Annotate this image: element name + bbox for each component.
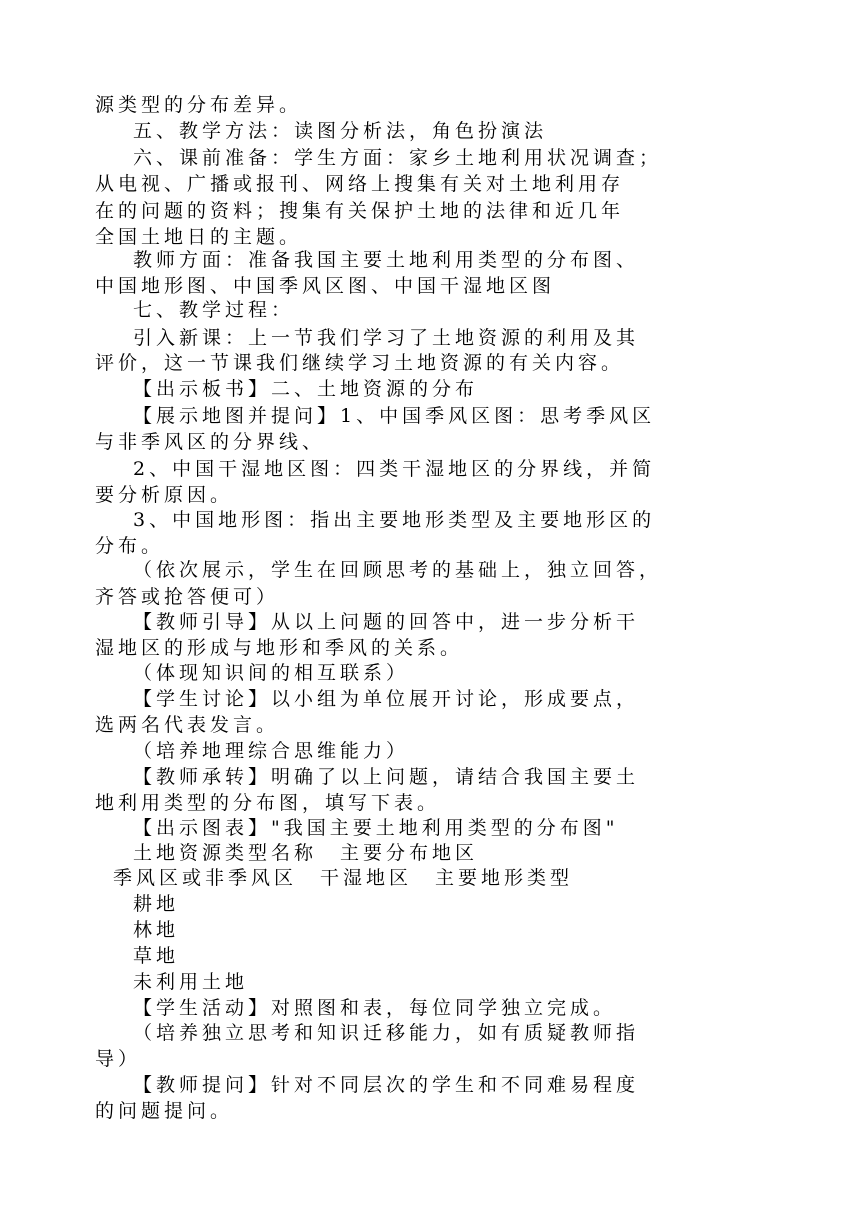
text-line: 未利用土地	[133, 971, 249, 993]
text-line: 2、中国干湿地区图：四类干湿地区的分界线，并简	[133, 458, 656, 480]
text-line: 地利用类型的分布图，填写下表。	[95, 792, 441, 814]
text-line: 七、教学过程：	[133, 299, 295, 321]
text-line: 【学生讨论】以小组为单位展开讨论，形成要点，	[133, 688, 640, 710]
text-line: 土地资源类型名称 主要分布地区	[133, 842, 479, 864]
text-line: 耕地	[133, 893, 180, 915]
text-line: 评价，这一节课我们继续学习土地资源的有关内容。	[95, 352, 625, 374]
text-line: 林地	[133, 919, 180, 941]
text-line: 【学生活动】对照图和表，每位同学独立完成。	[133, 997, 617, 1019]
text-line: 齐答或抢答便可）	[95, 586, 280, 608]
text-line: 分布。	[95, 535, 165, 557]
text-line: 【展示地图并提问】1、中国季风区图：思考季风区	[133, 405, 656, 427]
text-line: 草地	[133, 945, 180, 967]
text-line: 导）	[95, 1048, 142, 1070]
text-line: 全国土地日的主题。	[95, 226, 303, 248]
text-line: 【教师引导】从以上问题的回答中，进一步分析干	[133, 611, 640, 633]
text-line: 【教师提问】针对不同层次的学生和不同难易程度	[133, 1074, 640, 1096]
text-line: 五、教学方法：读图分析法，角色扮演法	[133, 120, 548, 142]
text-line: 的问题提问。	[95, 1100, 234, 1122]
text-line: （培养地理综合思维能力）	[133, 740, 410, 762]
text-line: 六、课前准备：学生方面：家乡土地利用状况调查；	[133, 147, 663, 169]
text-line: 要分析原因。	[95, 484, 234, 506]
text-line: 【教师承转】明确了以上问题，请结合我国主要土	[133, 766, 640, 788]
text-line: 与非季风区的分界线、	[95, 431, 326, 453]
text-line: 【出示板书】二、土地资源的分布	[133, 378, 479, 400]
text-line: 引入新课：上一节我们学习了土地资源的利用及其	[133, 327, 640, 349]
text-line: （培养独立思考和知识迁移能力，如有质疑教师指	[133, 1022, 640, 1044]
text-line: 3、中国地形图：指出主要地形类型及主要地形区的	[133, 509, 656, 531]
text-line: 在的问题的资料；搜集有关保护土地的法律和近几年	[95, 200, 625, 222]
text-line: 季风区或非季风区 干湿地区 主要地形类型	[113, 867, 574, 889]
text-line: （依次展示，学生在回顾思考的基础上，独立回答，	[133, 559, 663, 581]
text-line: 源类型的分布差异。	[95, 94, 303, 116]
text-line: 从电视、广播或报刊、网络上搜集有关对土地利用存	[95, 173, 625, 195]
text-line: 中国地形图、中国季风区图、中国干湿地区图	[95, 275, 556, 297]
text-line: 教师方面：准备我国主要土地利用类型的分布图、	[133, 249, 640, 271]
text-line: （体现知识间的相互联系）	[133, 662, 410, 684]
text-line: 选两名代表发言。	[95, 714, 280, 736]
text-line: 湿地区的形成与地形和季风的关系。	[95, 637, 464, 659]
text-line: 【出示图表】"我国主要土地利用类型的分布图"	[133, 817, 619, 839]
